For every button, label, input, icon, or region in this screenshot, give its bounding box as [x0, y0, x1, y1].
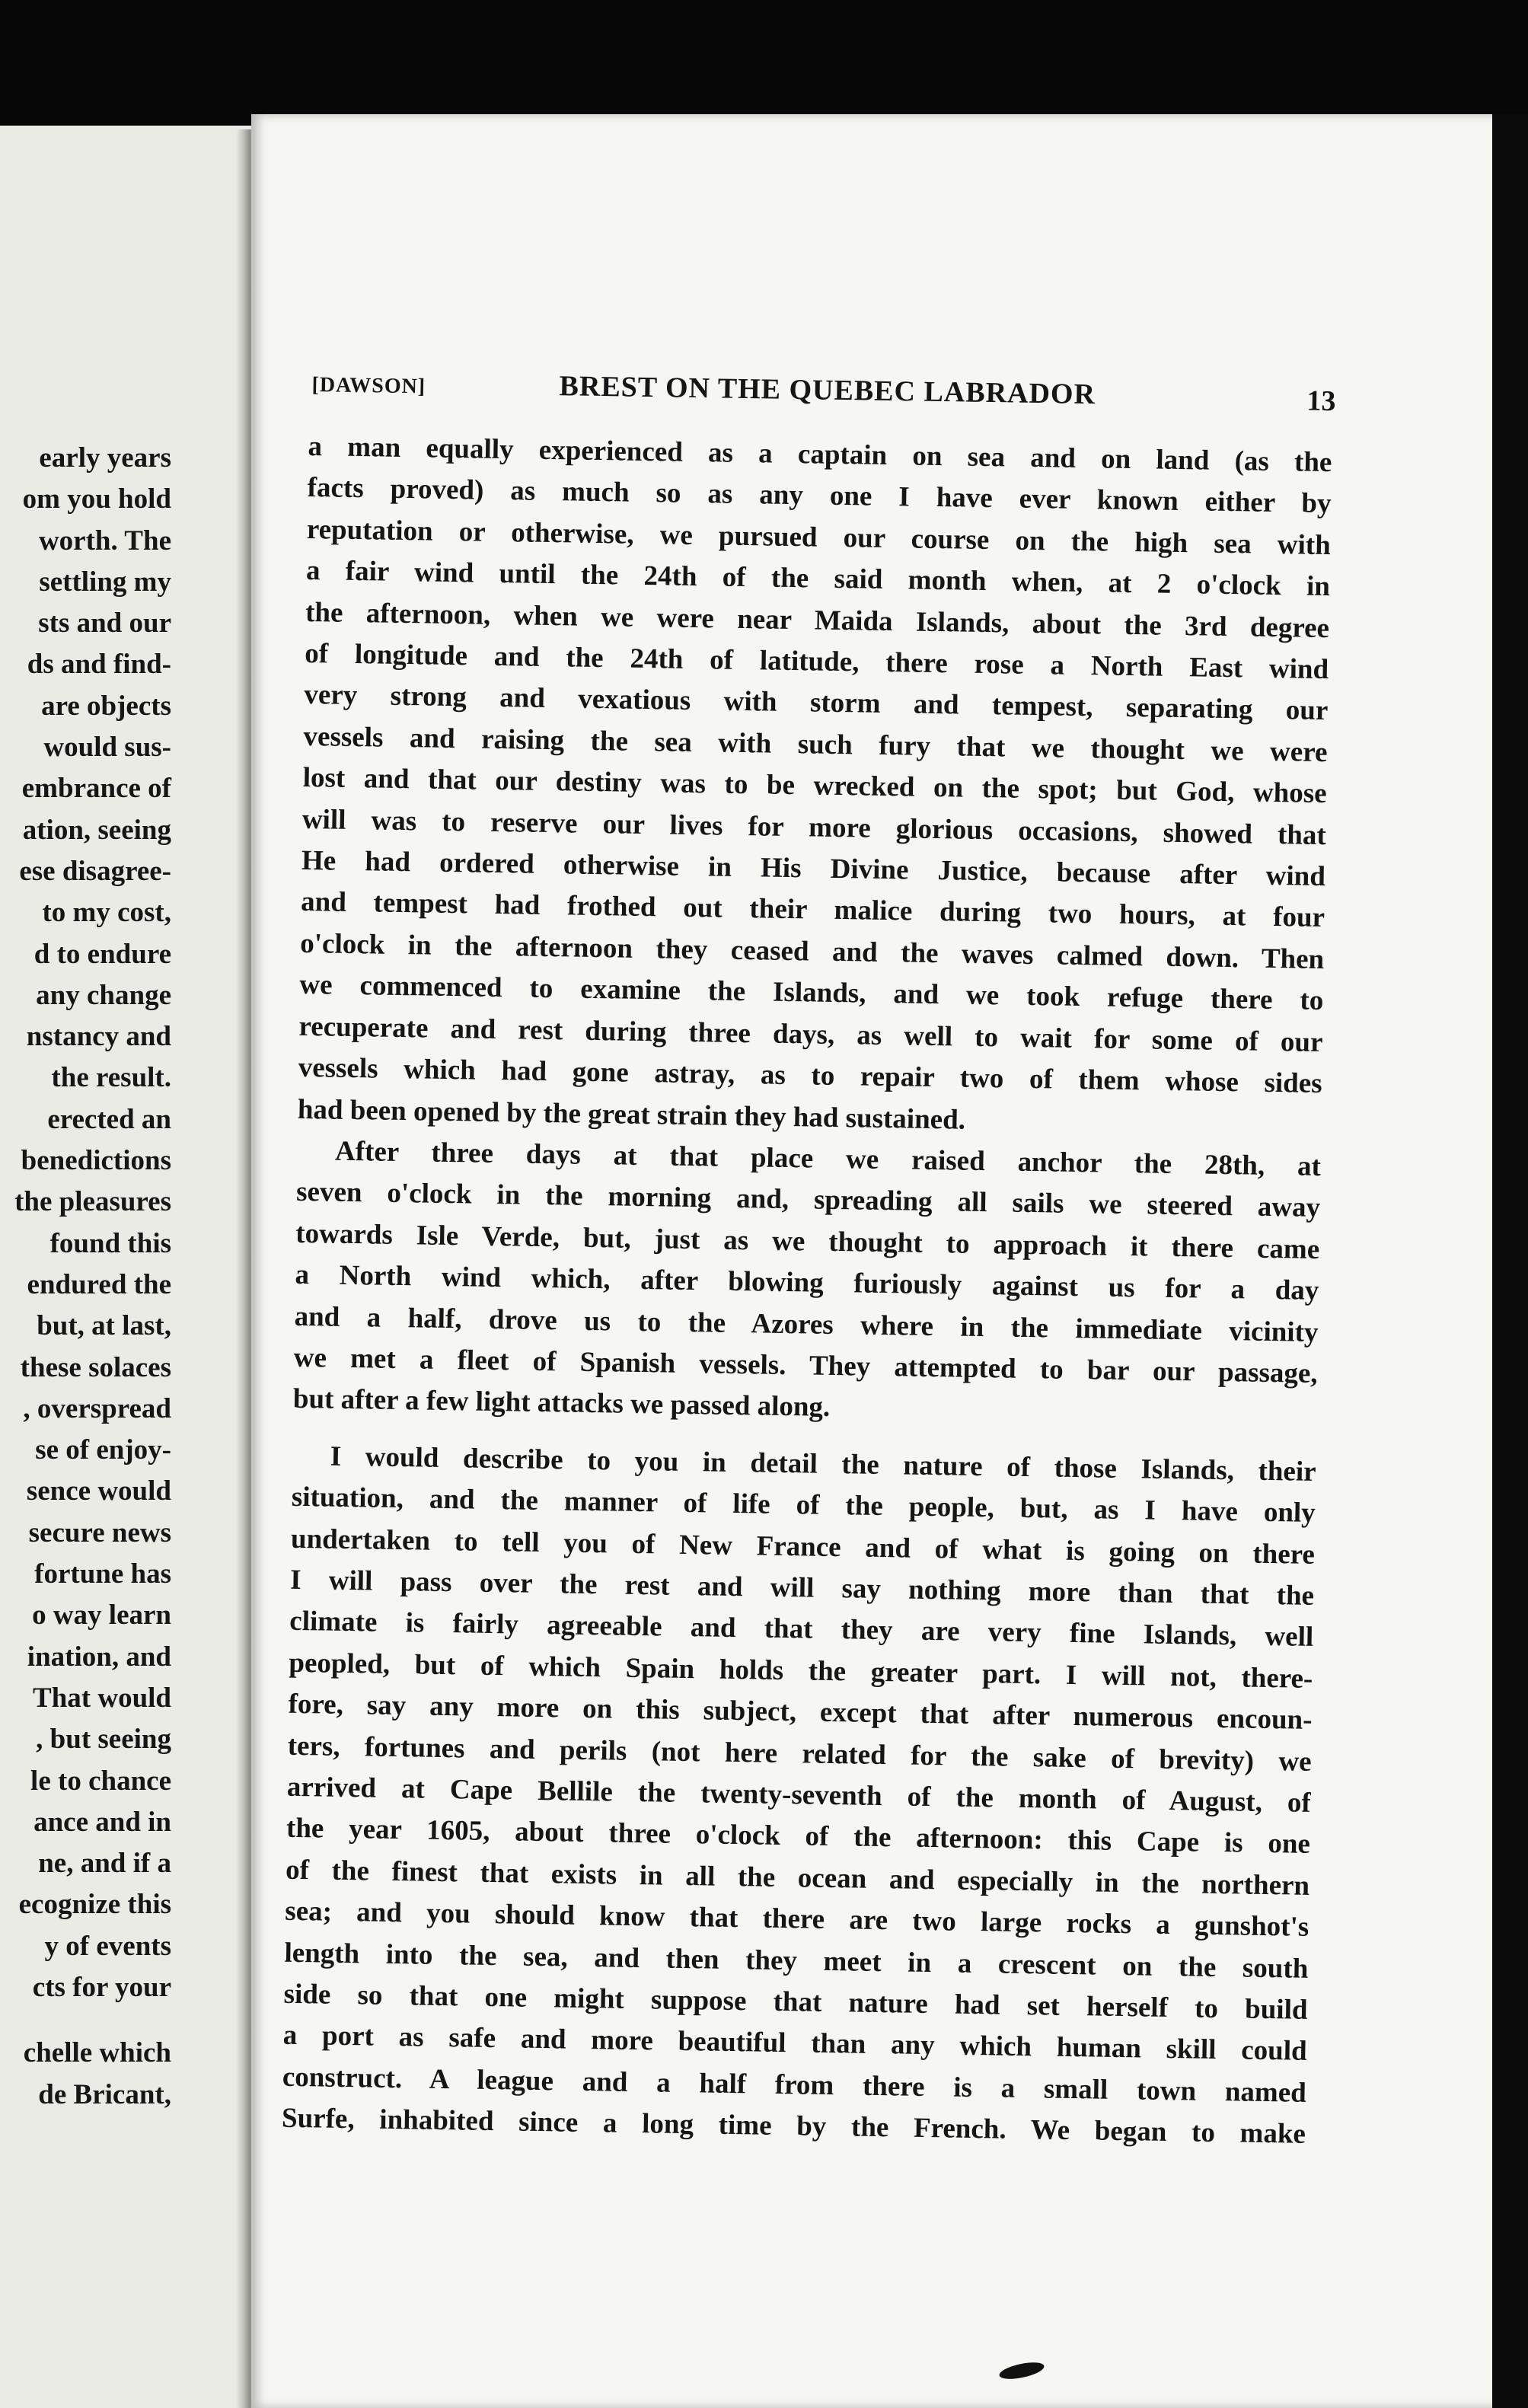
scan-edge — [1492, 114, 1528, 2408]
left-page-line: ds and find- — [27, 649, 171, 681]
left-page-line: d to endure — [33, 938, 171, 970]
left-page-line: would sus- — [43, 732, 171, 764]
left-page-line: ination, and — [27, 1641, 171, 1673]
text-line: the year 1605, about three o'clock of the afternoon: this Cape is one — [286, 1813, 1311, 1861]
text-line: but after a few light attacks we passed along. — [292, 1383, 831, 1424]
text-line: will was to reserve our lives for more glorious occasions, showed that — [301, 803, 1327, 851]
left-page-line: any change — [36, 979, 171, 1011]
left-page-line: se of enjoy- — [35, 1434, 171, 1466]
text-line: sea; and you should know that there are two large rocks a gunshot's — [285, 1895, 1309, 1944]
text-line: towards Isle Verde, but, just as we thought to approach it there came — [295, 1217, 1320, 1265]
text-line: side so that one might suppose that nature had set herself to build — [283, 1978, 1308, 2026]
left-page-line: y of events — [44, 1930, 171, 1962]
left-page-line: are objects — [41, 690, 171, 722]
text-line: I would describe to you in detail the nature of those Islands, their — [330, 1440, 1316, 1488]
left-page-line: fortune has — [34, 1558, 171, 1590]
left-page-line: nstancy and — [26, 1021, 171, 1053]
text-line: climate is fairly agreeable and that they are very fine Islands, well — [289, 1606, 1314, 1654]
left-page-line: erected an — [47, 1103, 171, 1135]
left-page-line: found this — [49, 1227, 171, 1259]
text-line: Surfe, inhabited since a long time by the French. We began to make — [281, 2102, 1306, 2151]
left-page-line: om you hold — [22, 483, 171, 515]
text-line: arrived at Cape Bellile the twenty-seventh of the month of August, of — [286, 1771, 1312, 1819]
left-page-text — [0, 438, 171, 2116]
paragraph — [282, 1436, 1316, 2156]
left-page-line: sts and our — [38, 608, 171, 639]
left-page-line: the result. — [51, 1062, 171, 1094]
paragraph — [292, 1131, 1321, 1437]
text-line: we met a fleet of Spanish vessels. They attempted to bar our passage, — [293, 1341, 1318, 1389]
text-line: length into the sea, and then they meet in a crescent on the south — [284, 1937, 1309, 1985]
page-number: 13 — [1306, 384, 1336, 418]
text-line: o'clock in the afternoon they ceased and the waves calmed down. Then — [300, 927, 1325, 975]
text-line: ters, fortunes and perils (not here related for the sake of brevity) we — [287, 1730, 1312, 1778]
text-line: a man equally experienced as a captain on sea and on land (as the — [308, 430, 1332, 479]
text-line: seven o'clock in the morning and, spreading all sails we steered away — [295, 1176, 1321, 1224]
left-page-line: chelle which — [23, 2037, 171, 2069]
text-line: and tempest had frothed out their malice during two hours, at four — [300, 886, 1325, 934]
text-line: facts proved) as much so as any one I have ever known either by — [307, 472, 1332, 520]
text-line: of longitude and the 24th of latitude, there rose a North East wind — [304, 637, 1329, 686]
left-page-line: sence would — [26, 1475, 171, 1507]
author-tag: [DAWSON] — [311, 372, 426, 399]
left-page-line: ne, and if a — [38, 1848, 171, 1880]
text-line: After three days at that place we raised anchor the 28th, at — [334, 1135, 1322, 1182]
text-line: of the finest that exists in all the ocean and especially in the northern — [285, 1854, 1310, 1902]
text-line: the afternoon, when we were near Maida Islands, about the 3rd degree — [305, 596, 1330, 644]
text-line: a North wind which, after blowing furiously against us for a day — [295, 1258, 1319, 1307]
left-page-line: , overspread — [23, 1392, 171, 1424]
left-page-line: ecognize this — [18, 1889, 171, 1921]
text-line: peopled, but of which Spain holds the greater part. I will not, there- — [289, 1647, 1313, 1695]
left-page-line: ance and in — [33, 1806, 171, 1838]
left-page-line: endured the — [27, 1268, 171, 1300]
running-title: BREST ON THE QUEBEC LABRADOR — [559, 370, 1096, 411]
left-page-line: de Bricant, — [38, 2078, 171, 2110]
left-page-line: these solaces — [20, 1351, 171, 1383]
text-line: had been opened by the great strain they had sustained. — [297, 1093, 966, 1136]
left-page-line: cts for your — [32, 1971, 171, 2003]
text-line: undertaken to tell you of New France and of what is going on there — [290, 1523, 1316, 1571]
left-page-line: embrance of — [21, 773, 171, 805]
text-line: a fair wind until the 24th of the said month when, at 2 o'clock in — [305, 555, 1331, 603]
left-page — [0, 126, 255, 2408]
text-line: and a half, drove us to the Azores where in the immediate vicinity — [294, 1300, 1319, 1348]
left-page-line: ation, seeing — [22, 814, 171, 846]
left-page-line: , but seeing — [36, 1724, 171, 1756]
left-page-line: That would — [33, 1682, 171, 1714]
text-line: vessels and raising the sea with such fury that we thought we were — [303, 720, 1328, 768]
text-line: a port as safe and more beautiful than any which human skill could — [282, 2020, 1307, 2068]
left-page-line: worth. The — [38, 525, 171, 557]
text-line: construct. A league and a half from there is a small town named — [282, 2061, 1307, 2109]
left-page-line: but, at last, — [37, 1310, 171, 1342]
left-page-line: settling my — [39, 566, 171, 598]
left-page-line: the pleasures — [14, 1186, 171, 1218]
text-line: I will pass over the rest and will say nothing more than that the — [289, 1564, 1315, 1612]
text-line: very strong and vexatious with storm and tempest, separating our — [304, 679, 1329, 727]
text-line: situation, and the manner of life of the people, but, as I have only — [291, 1481, 1316, 1529]
text-line: we commenced to examine the Islands, and we took refuge there to — [299, 969, 1324, 1017]
left-page-line: secure news — [28, 1517, 171, 1548]
text-line: reputation or otherwise, we pursued our course on the high sea with — [306, 513, 1332, 561]
text-line: lost and that our destiny was to be wrecked on the spot; but God, whose — [302, 762, 1327, 810]
paragraph — [297, 426, 1332, 1147]
text-line: recuperate and rest during three days, as well to wait for some of our — [298, 1010, 1323, 1058]
left-page-line: le to chance — [30, 1765, 171, 1797]
left-page-line: benedictions — [21, 1145, 171, 1177]
text-line: vessels which had gone astray, as to repair two of them whose sides — [298, 1051, 1322, 1100]
page-body — [282, 426, 1332, 2156]
left-page-line: to my cost, — [42, 897, 171, 929]
text-line: He had ordered otherwise in His Divine Justice, because after wind — [301, 844, 1326, 893]
left-page-line: ese disagree- — [19, 855, 171, 887]
text-line: fore, say any more on this subject, except that after numerous encoun- — [288, 1688, 1313, 1737]
left-page-line: o way learn — [32, 1599, 171, 1631]
left-page-line: early years — [39, 442, 171, 474]
